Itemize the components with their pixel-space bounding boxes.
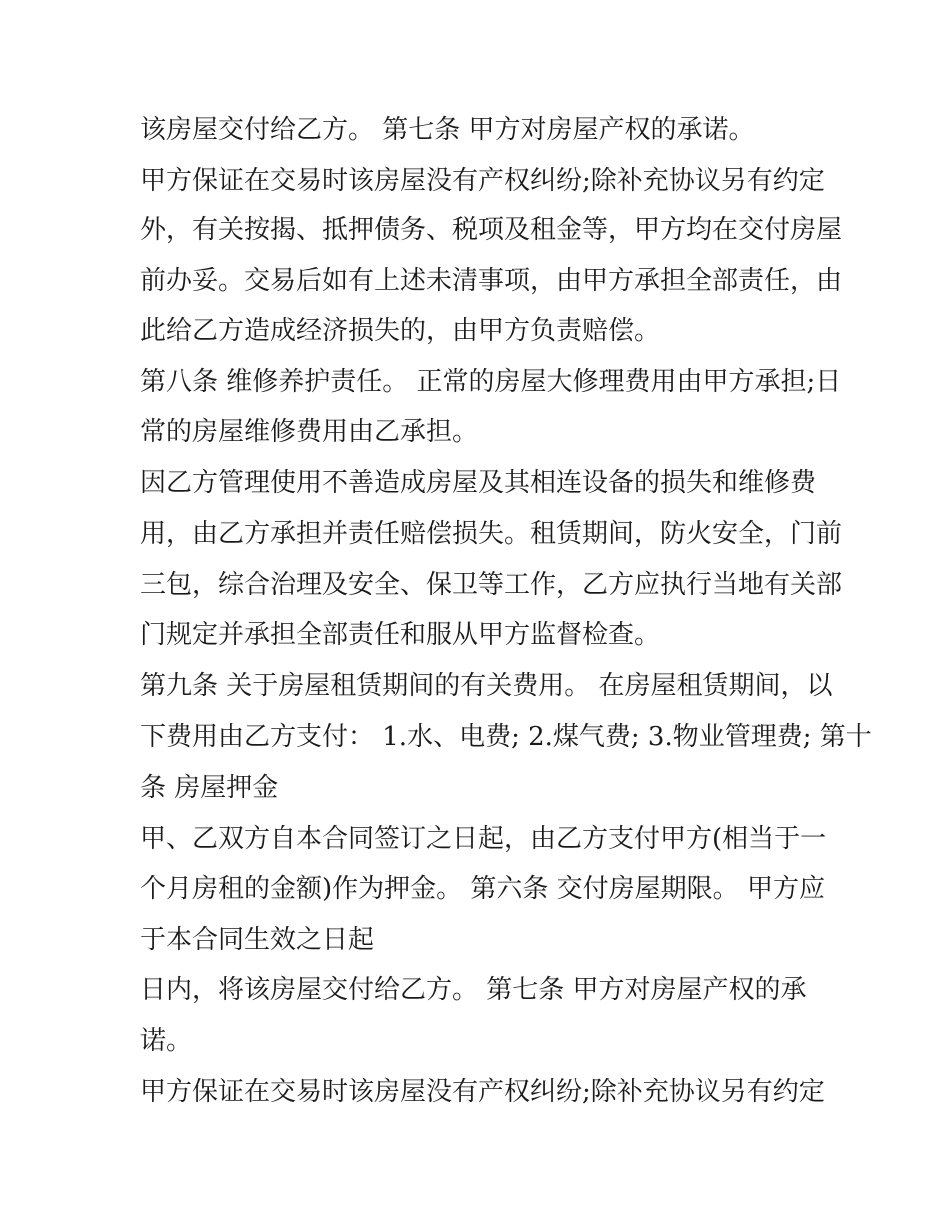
text-line: 外，有关按揭、抵押债务、税项及租金等，甲方均在交付房屋 (140, 215, 843, 245)
text-line: 于本合同生效之日起 (140, 925, 375, 955)
text-line: 第九条 关于房屋租赁期间的有关费用。 在房屋租赁期间，以 (140, 671, 833, 701)
text-line: 日内，将该房屋交付给乙方。 第七条 甲方对房屋产权的承 (140, 975, 807, 1005)
text-line: 因乙方管理使用不善造成房屋及其相连设备的损失和维修费 (140, 468, 817, 498)
text-line: 第八条 维修养护责任。 正常的房屋大修理费用由甲方承担;日 (140, 367, 842, 397)
text-line: 该房屋交付给乙方。 第七条 甲方对房屋产权的承诺。 (140, 115, 755, 145)
text-line: 门规定并承担全部责任和服从甲方监督检查。 (140, 620, 661, 650)
text-line: 下费用由乙方支付： 1.水、电费; 2.煤气费; 3.物业管理费; 第十 (140, 722, 872, 752)
text-line: 个月房租的金额)作为押金。 第六条 交付房屋期限。 甲方应 (140, 874, 825, 904)
text-line: 用，由乙方承担并责任赔偿损失。租赁期间，防火安全，门前 (140, 519, 843, 549)
text-line: 甲方保证在交易时该房屋没有产权纠纷;除补充协议另有约定 (140, 166, 825, 196)
text-line: 甲、乙双方自本合同签订之日起，由乙方支付甲方(相当于一 (140, 824, 827, 854)
text-line: 条 房屋押金 (140, 773, 279, 803)
text-line: 甲方保证在交易时该房屋没有产权纠纷;除补充协议另有约定 (140, 1077, 825, 1107)
text-line: 此给乙方造成经济损失的，由甲方负责赔偿。 (140, 316, 661, 346)
text-line: 常的房屋维修费用由乙承担。 (140, 417, 479, 447)
text-line: 前办妥。交易后如有上述未清事项，由甲方承担全部责任，由 (140, 266, 843, 296)
text-line: 诺。 (140, 1026, 193, 1056)
text-line: 三包，综合治理及安全、保卫等工作，乙方应执行当地有关部 (140, 570, 843, 600)
